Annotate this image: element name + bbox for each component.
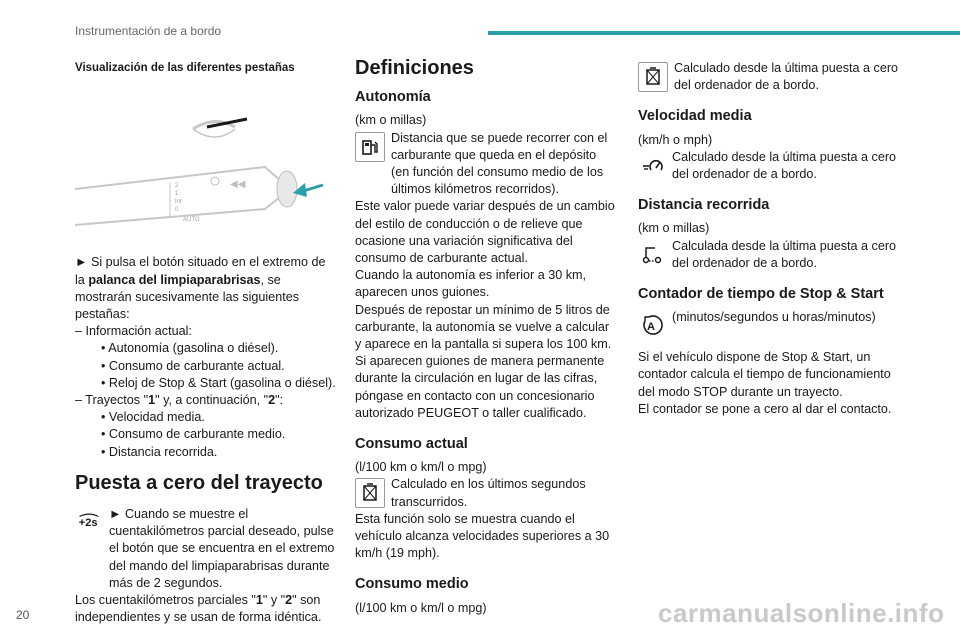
column-right xyxy=(638,60,900,418)
reset-instruction: ► Cuando se muestre el cuentakilómetros parcial deseado, pulse el botón que se encuentra en el extremo del mando del limpiaparabrisas durante más de 2 segundos. xyxy=(109,507,335,590)
list-item: – Trayectos "1" y, a continuación, "2": xyxy=(75,393,284,408)
reset-2s-icon xyxy=(75,508,103,536)
column-middle xyxy=(355,57,617,617)
list-item: • Reloj de Stop & Start (gasolina o diésel). xyxy=(101,375,336,390)
stalk-label-auto: AUTO xyxy=(183,217,200,224)
header-title: Instrumentación de a bordo xyxy=(75,24,222,38)
stopstart-row xyxy=(638,309,900,339)
definitions-heading: Definiciones xyxy=(355,57,474,79)
stopstart-paragraph: Si el vehículo dispone de Stop & Start, un contador calcula el tiempo de funcionamiento del modo STOP durante un trayecto. xyxy=(638,350,891,399)
velocidad-row xyxy=(638,149,900,183)
stopstart-unit: (minutos/segundos u horas/minutos) xyxy=(672,310,876,325)
consumo-actual-paragraph: Esta función solo se muestra cuando el vehículo alcanza velocidades superiores a 30 km/h (19 mph). xyxy=(355,511,610,561)
fuel-pump-icon xyxy=(355,132,385,162)
page-number: 20 xyxy=(16,608,30,622)
stopstart-heading: Contador de tiempo de Stop & Start xyxy=(638,286,884,303)
consumo-medio-unit: (l/100 km o km/l o mpg) xyxy=(355,600,487,615)
reset-row xyxy=(75,506,337,592)
consumo-actual-row xyxy=(355,476,617,510)
stalk-label-2: 2 xyxy=(175,183,179,190)
consumo-actual-heading: Consumo actual xyxy=(355,436,468,453)
consumo-actual-description: Calculado en los últimos segundos transcurridos. xyxy=(391,477,586,509)
autonomia-unit: (km o millas) xyxy=(355,113,427,128)
autonomia-paragraph: Cuando la autonomía es inferior a 30 km, aparecen unos guiones. xyxy=(355,268,587,300)
list-item: • Velocidad media. xyxy=(101,410,205,425)
velocidad-description: Calculado desde la última puesta a cero del ordenador de a bordo. xyxy=(672,149,897,182)
distancia-description: Calculada desde la última puesta a cero del ordenador de a bordo. xyxy=(672,238,897,270)
rewind-icon: ◀◀ xyxy=(230,179,246,191)
consumption-icon xyxy=(355,478,385,508)
distancia-heading: Distancia recorrida xyxy=(638,197,770,214)
reset-note: Los cuentakilómetros parciales "1" y "2" son independientes y se usan de forma idéntica. xyxy=(75,593,322,625)
tabs-intro: ► Si pulsa el botón situado en el extremo de la palanca del limpiaparabrisas, se mostrarán sucesivamente las siguientes pestañas: xyxy=(75,255,326,322)
autonomia-row xyxy=(355,130,617,199)
wiper-stalk-illustration xyxy=(75,97,337,237)
autonomia-description: Distancia que se puede recorrer con el carburante que queda en el depósito (en función del consumo medio de los últimos kilómetros recorridos). xyxy=(391,130,608,197)
consumption-icon xyxy=(638,62,668,92)
reset-heading: Puesta a cero del trayecto xyxy=(75,471,323,494)
velocidad-unit: (km/h o mph) xyxy=(638,132,713,147)
tabs-title: Visualización de las diferentes pestañas xyxy=(75,62,295,74)
stopstart-paragraph: El contador se pone a cero al dar el contacto. xyxy=(638,401,892,416)
autonomia-paragraph: Después de repostar un mínimo de 5 litros de carburante, la autonomía se vuelve a calcular y aparece en la pantalla si supera los 100 km. xyxy=(355,302,612,352)
distance-icon xyxy=(638,240,666,268)
list-item: • Autonomía (gasolina o diésel). xyxy=(101,341,279,356)
consumo-actual-unit: (l/100 km o km/l o mpg) xyxy=(355,460,487,475)
velocidad-heading: Velocidad media xyxy=(638,108,752,125)
list-item: • Consumo de carburante medio. xyxy=(101,427,286,442)
list-item: • Distancia recorrida. xyxy=(101,444,218,459)
list-item: • Consumo de carburante actual. xyxy=(101,358,285,373)
header-accent-bar xyxy=(488,31,960,35)
stalk-label-0: 0 xyxy=(175,207,179,214)
autonomia-heading: Autonomía xyxy=(355,89,431,106)
distancia-unit: (km o millas) xyxy=(638,221,710,236)
list-item: – Información actual: xyxy=(75,324,192,339)
stop-start-icon xyxy=(638,311,666,339)
consumo-medio-description: Calculado desde la última puesta a cero del ordenador de a bordo. xyxy=(674,61,899,93)
stop-start-letter: A xyxy=(647,321,655,334)
speed-gauge-icon xyxy=(638,151,666,179)
column-left xyxy=(75,60,337,626)
distancia-row xyxy=(638,238,900,272)
consumo-medio-row xyxy=(638,60,900,94)
stalk-label-1: 1 xyxy=(175,191,179,198)
watermark: carmanualsonline.info xyxy=(658,598,945,628)
consumo-medio-heading: Consumo medio xyxy=(355,576,469,593)
autonomia-paragraph: Este valor puede variar después de un cambio del estilo de conducción o de relieve que ocasione una variación significativa del consumo de carburante actual. xyxy=(355,199,615,266)
autonomia-paragraph: Si aparecen guiones de manera permanente durante la circulación en lugar de las cifras, póngase en contacto con un concesionario autorizado PEUGEOT o taller cualificado. xyxy=(355,354,605,420)
stalk-label-int: Int xyxy=(175,199,182,206)
svg-text:+2s: +2s xyxy=(78,516,98,529)
